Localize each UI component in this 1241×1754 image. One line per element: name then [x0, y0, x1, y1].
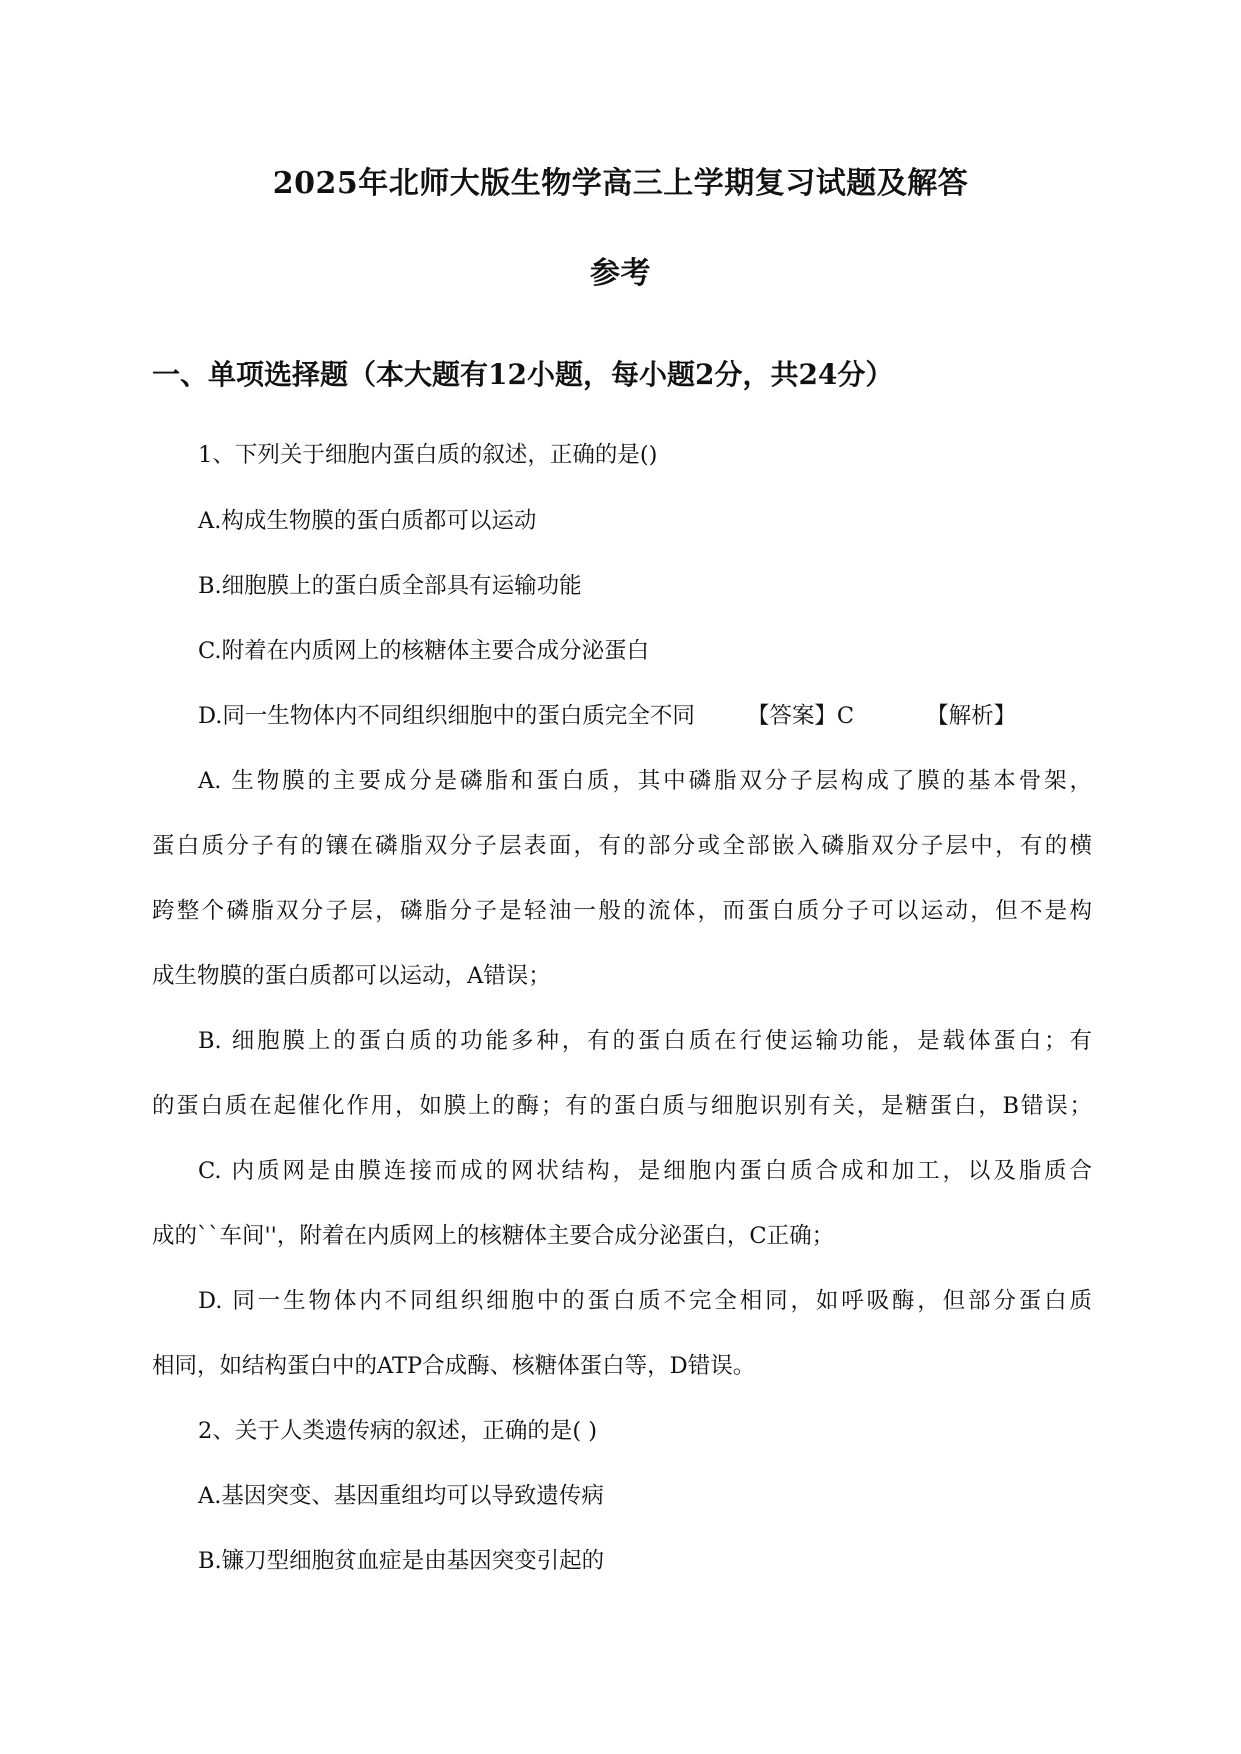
q1-explain-b-line1: B. 细胞膜上的蛋白质的功能多种，有的蛋白质在行使运输功能，是载体蛋白；有 [198, 1028, 1092, 1054]
q1-explain-d-line2: 相同，如结构蛋白中的ATP合成酶、核糖体蛋白等，D错误。 [152, 1353, 756, 1379]
q1-option-a: A.构成生物膜的蛋白质都可以运动 [198, 508, 537, 534]
q2-stem: 2、关于人类遗传病的叙述，正确的是( ) [198, 1418, 598, 1444]
q1-explain-d-line1: D. 同一生物体内不同组织细胞中的蛋白质不完全相同，如呼吸酶，但部分蛋白质 [198, 1288, 1092, 1314]
q1-option-d-row [198, 705, 1016, 728]
q1-explain-c-line2: 成的``车间''，附着在内质网上的核糖体主要合成分泌蛋白，C正确； [152, 1223, 835, 1249]
q1-option-b: B.细胞膜上的蛋白质全部具有运输功能 [198, 573, 582, 599]
q2-option-a: A.基因突变、基因重组均可以导致遗传病 [198, 1483, 604, 1509]
q1-option-d: D.同一生物体内不同组织细胞中的蛋白质完全不同 [198, 703, 695, 729]
q1-answer-label: 【答案】C [746, 703, 855, 729]
q1-explain-a-line1: A. 生物膜的主要成分是磷脂和蛋白质，其中磷脂双分子层构成了膜的基本骨架， [198, 768, 1092, 794]
q1-option-c: C.附着在内质网上的核糖体主要合成分泌蛋白 [198, 638, 650, 664]
document-title-line1: 2025年北师大版生物学高三上学期复习试题及解答 [272, 166, 969, 201]
q1-stem: 1、下列关于细胞内蛋白质的叙述，正确的是() [198, 442, 658, 468]
q1-explain-a-line3: 跨整个磷脂双分子层，磷脂分子是轻油一般的流体，而蛋白质分子可以运动，但不是构 [152, 898, 1092, 924]
q2-option-b: B.镰刀型细胞贫血症是由基因突变引起的 [198, 1548, 605, 1574]
section-heading: 一、单项选择题（本大题有12小题，每小题2分，共24分） [152, 358, 894, 391]
q1-explain-c-line1: C. 内质网是由膜连接而成的网状结构，是细胞内蛋白质合成和加工，以及脂质合 [198, 1158, 1092, 1184]
q1-explain-b-line2: 的蛋白质在起催化作用，如膜上的酶；有的蛋白质与细胞识别有关，是糖蛋白，B错误； [152, 1093, 1092, 1119]
q1-explain-a-line4: 成生物膜的蛋白质都可以运动，A错误； [152, 963, 551, 989]
document-title-line2: 参考 [590, 256, 651, 291]
q1-explain-a-line2: 蛋白质分子有的镶在磷脂双分子层表面，有的部分或全部嵌入磷脂双分子层中，有的横 [152, 833, 1092, 859]
q1-analysis-label: 【解析】 [926, 703, 1017, 729]
